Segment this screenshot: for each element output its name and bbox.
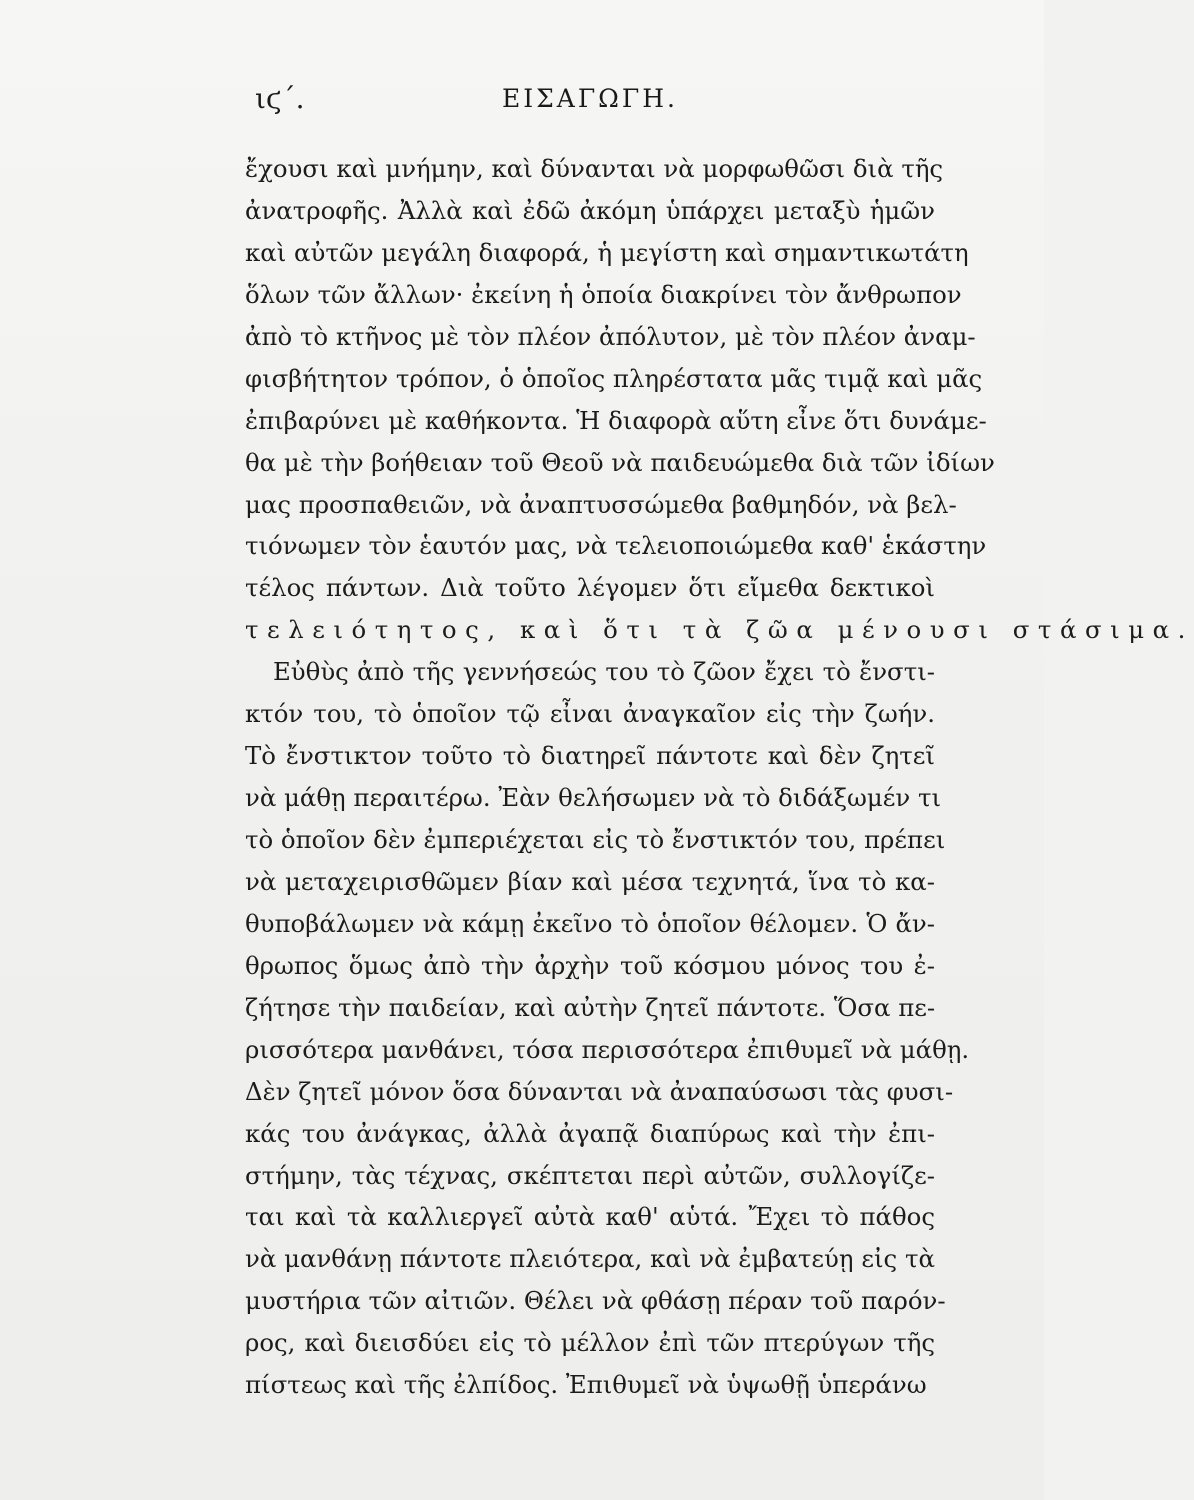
text-line: ὅλων τῶν ἄλλων· ἐκείνη ἡ ὁποία διακρίνει τὸν ἄνθρωπον	[245, 279, 962, 309]
text-line: ζήτησε τὴν παιδείαν, καὶ αὐτὴν ζητεῖ πάντοτε. Ὅσα πε-	[245, 992, 936, 1022]
text-line: τιόνωμεν τὸν ἑαυτόν μας, νὰ τελειοποιώμεθα καθ' ἑκάστην	[245, 531, 987, 561]
text-line: μας προσπαθειῶν, νὰ ἀναπτυσσώμεθα βαθμηδόν, νὰ βελ-	[245, 489, 957, 519]
text-line: ἀνατροφῆς. Ἀλλὰ καὶ ἐδῶ ἀκόμη ὑπάρχει μεταξὺ ἡμῶν	[245, 195, 935, 225]
text-line: νὰ μανθάνῃ πάντοτε πλειότερα, καὶ νὰ ἐμβατεύῃ εἰς τὰ	[245, 1244, 935, 1274]
text-line: κάς του ἀνάγκας, ἀλλὰ ἀγαπᾷ διαπύρως καὶ τὴν ἐπι-	[245, 1118, 935, 1148]
text-line: τελειότητος, καὶ ὅτι τὰ ζῶα μένουσι στάσιμα.	[245, 615, 1194, 645]
text-line: μυστήρια τῶν αἰτιῶν. Θέλει νὰ φθάσῃ πέραν τοῦ παρόν-	[245, 1286, 946, 1316]
text-line: καὶ αὐτῶν μεγάλη διαφορά, ἡ μεγίστη καὶ σημαντικωτάτη	[245, 237, 969, 267]
text-line: θρωπος ὅμως ἀπὸ τὴν ἀρχὴν τοῦ κόσμου μόνος του ἐ-	[245, 950, 935, 980]
text-line: Δὲν ζητεῖ μόνον ὅσα δύνανται νὰ ἀναπαύσωσι τὰς φυσι-	[245, 1076, 954, 1106]
text-line: νὰ μάθῃ περαιτέρω. Ἐὰν θελήσωμεν νὰ τὸ διδάξωμέν τι	[245, 783, 942, 813]
running-title: ΕΙΣΑΓΩΓΗ.	[501, 84, 679, 113]
text-line: ἔχουσι καὶ μνήμην, καὶ δύνανται νὰ μορφωθῶσι διὰ τῆς	[245, 154, 944, 183]
text-line: νὰ μεταχειρισθῶμεν βίαν καὶ μέσα τεχνητά, ἵνα τὸ κα-	[245, 866, 935, 896]
text-line: κτόν του, τὸ ὁποῖον τῷ εἶναι ἀναγκαῖον εἰς τὴν ζωήν.	[245, 699, 935, 729]
text-line: θα μὲ τὴν βοήθειαν τοῦ Θεοῦ νὰ παιδευώμεθα διὰ τῶν ἰδίων	[245, 447, 995, 477]
text-line: Εὐθὺς ἀπὸ τῆς γεννήσεώς του τὸ ζῶον ἔχει τὸ ἔνστι-	[273, 657, 935, 687]
text-line: τὸ ὁποῖον δὲν ἐμπεριέχεται εἰς τὸ ἔνστικτόν του, πρέπει	[245, 825, 946, 854]
text-line: στήμην, τὰς τέχνας, σκέπτεται περὶ αὐτῶν, συλλογίζε-	[245, 1160, 935, 1190]
text-line: πίστεως καὶ τῆς ἐλπίδος. Ἐπιθυμεῖ νὰ ὑψωθῇ ὑπεράνω	[245, 1370, 927, 1400]
text-line: τέλος πάντων. Διὰ τοῦτο λέγομεν ὅτι εἴμεθα δεκτικοὶ	[245, 573, 935, 603]
text-line: ται καὶ τὰ καλλιεργεῖ αὐτὰ καθ' αὑτά. Ἔχει τὸ πάθος	[245, 1202, 935, 1232]
text-line: ἐπιβαρύνει μὲ καθήκοντα. Ἡ διαφορὰ αὕτη εἶνε ὅτι δυνάμε-	[245, 405, 987, 435]
text-line: Τὸ ἔνστικτον τοῦτο τὸ διατηρεῖ πάντοτε καὶ δὲν ζητεῖ	[245, 741, 935, 771]
text-line: ρισσότερα μανθάνει, τόσα περισσότερα ἐπιθυμεῖ νὰ μάθῃ.	[245, 1034, 970, 1064]
text-line: θυποβάλωμεν νὰ κάμῃ ἐκεῖνο τὸ ὁποῖον θέλομεν. Ὁ ἄν-	[245, 908, 935, 938]
text-line: ἀπὸ τὸ κτῆνος μὲ τὸν πλέον ἀπόλυτον, μὲ τὸν πλέον ἀναμ-	[245, 321, 976, 351]
body-text	[245, 148, 1194, 1406]
text-line: ρος, καὶ διεισδύει εἰς τὸ μέλλον ἐπὶ τῶν πτερύγων τῆς	[245, 1328, 935, 1358]
page-number: ιϛ΄.	[255, 82, 305, 115]
text-line: φισβήτητον τρόπον, ὁ ὁποῖος πληρέστατα μᾶς τιμᾷ καὶ μᾶς	[245, 363, 983, 393]
page-header	[245, 80, 935, 120]
